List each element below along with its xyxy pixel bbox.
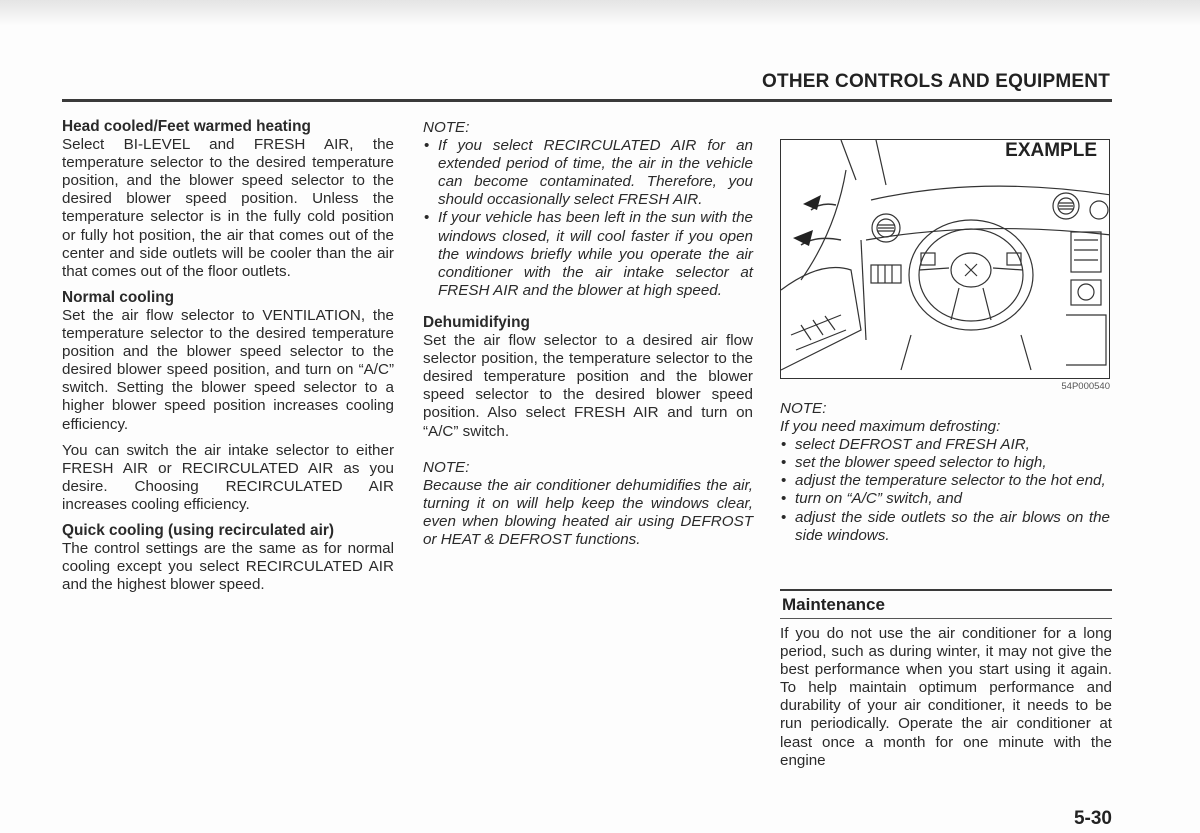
list-item: • adjust the side outlets so the air blows on the side windows. (780, 509, 1110, 545)
note-title-defrost: NOTE: (780, 400, 827, 417)
scan-shadow (0, 0, 1200, 26)
paragraph-dehumidifying: Set the air flow selector to a desired air flow selector position, the temperature selector to the desired temperature position and the blower speed selector to the desired blower speed position. Also select FRESH AIR and turn on “A/C” switch. (423, 332, 753, 440)
paragraph-maintenance: If you do not use the air conditioner for a long period, such as during winter, it may not give the best performance when you start using it again. To help maintain optimum performance and durability of your air conditioner, it needs to be run periodically. Operate the air conditioner at least once a month for one minute with the engine (780, 625, 1112, 769)
paragraph-bilevel: Select BI-LEVEL and FRESH AIR, the temperature selector to the desired temperature position, and the blower speed selector to the desired blower speed position. Unless the temperature selector is in the fully cold position or fully hot position, the air that comes out of the center and side outlets will be cooler than the air that comes out of the floor outlets. (62, 136, 394, 280)
section-header-title: OTHER CONTROLS AND EQUIPMENT (762, 71, 1110, 92)
list-item: • turn on “A/C” switch, and (780, 490, 1110, 508)
list-item: • adjust the temperature selector to the hot end, (780, 472, 1110, 490)
figure-code: 54P000540 (1061, 381, 1110, 392)
heading-quick-cooling: Quick cooling (using recirculated air) (62, 521, 334, 539)
list-item: • If you select RECIRCULATED AIR for an extended period of time, the air in the vehicle can become contaminated. Therefore, you should occasionally select FRESH AIR. (423, 137, 753, 209)
dashboard-drawing (781, 140, 1110, 379)
heading-normal-cooling: Normal cooling (62, 288, 175, 306)
note-title-dehumidify: NOTE: (423, 458, 470, 476)
column-right-note (780, 400, 1110, 545)
paragraph-normal-cooling: Set the air flow selector to VENTILATION, the temperature selector to the desired temperature position and the blower speed selector to the desired blower speed position, and turn on “A/C” switch. Setting the blower speed selector to a higher blower speed position increases cooling efficiency. (62, 306, 394, 433)
list-item: • select DEFROST and FRESH AIR, (780, 436, 1110, 454)
paragraph-quick-cooling: The control settings are the same as for normal cooling except you select RECIRCULATED AIR and the highest blower speed. (62, 540, 394, 594)
list-item: • set the blower speed selector to high, (780, 454, 1110, 472)
list-item: • If your vehicle has been left in the sun with the windows closed, it will cool faster if you open the windows briefly while you operate the air conditioner with the air intake selector at FRESH AIR and the blower at high speed. (423, 209, 753, 299)
note-title-recirculated: NOTE: (423, 119, 470, 136)
dashboard-illustration (780, 139, 1110, 379)
note-intro-defrost: If you need maximum defrosting: (780, 418, 1001, 436)
note-list-defrost (780, 436, 1110, 545)
note-list-recirculated (423, 137, 753, 300)
column-left (62, 118, 394, 602)
figure-example-label: EXAMPLE (1005, 140, 1097, 161)
heading-maintenance: Maintenance (782, 595, 885, 614)
page-number: 5-30 (1073, 808, 1112, 829)
maintenance-rule-top (780, 589, 1112, 591)
heading-dehumidifying: Dehumidifying (423, 313, 530, 331)
column-middle (423, 119, 753, 549)
heading-head-cooled-feet-warmed: Head cooled/Feet warmed heating (62, 118, 311, 135)
note-body-dehumidify: Because the air conditioner dehumidifies the air, turning it on will help keep the windows clear, even when blowing heated air using DEFROST or HEAT & DEFROST functions. (423, 476, 753, 548)
paragraph-air-intake: You can switch the air intake selector to either FRESH AIR or RECIRCULATED AIR as you desire. Choosing RECIRCULATED AIR increases cooling efficiency. (62, 441, 394, 513)
maintenance-rule-bottom (780, 618, 1112, 619)
header-rule (62, 99, 1112, 102)
